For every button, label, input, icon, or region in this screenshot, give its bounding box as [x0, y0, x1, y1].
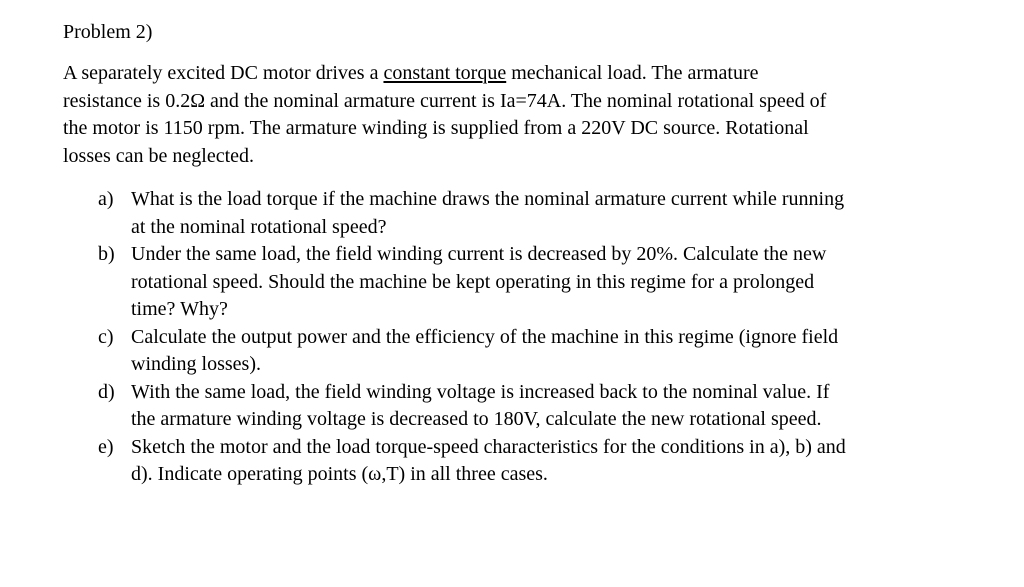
question-line: Under the same load, the field winding current is decreased by 20%. Calculate the new: [131, 243, 827, 265]
question-line: at the nominal rotational speed?: [131, 215, 387, 238]
question-d: [98, 379, 978, 434]
question-line: d). Indicate operating points (ω,T) in all three cases.: [131, 463, 548, 485]
question-line: time? Why?: [131, 298, 228, 320]
question-line: winding losses).: [131, 353, 261, 375]
question-a: [98, 186, 978, 241]
statement-line-1: [63, 60, 963, 88]
statement-line-1-start: A separately excited DC motor drives a: [63, 62, 384, 84]
statement-line-2: resistance is 0.2Ω and the nominal armature current is Ia=74A. The nominal rotational speed of: [63, 89, 827, 112]
question-line: Sketch the motor and the load torque-speed characteristics for the conditions in a), b) and: [131, 435, 846, 458]
question-b: [98, 241, 978, 324]
question-line: Calculate the output power and the efficiency of the machine in this regime (ignore field: [131, 325, 839, 348]
statement-line-4: losses can be neglected.: [63, 144, 255, 167]
question-letter: c): [98, 325, 114, 348]
question-c: [98, 324, 978, 379]
question-letter: e): [98, 435, 114, 458]
question-line: the armature winding voltage is decreased to 180V, calculate the new rotational speed.: [131, 408, 822, 430]
question-letter: d): [98, 380, 115, 403]
question-letter: b): [98, 243, 115, 265]
question-line: What is the load torque if the machine draws the nominal armature current while running: [131, 188, 845, 210]
question-letter: a): [98, 188, 114, 210]
underlined-phrase: constant torque: [383, 62, 507, 84]
question-e: [98, 434, 978, 489]
problem-statement: [63, 60, 963, 170]
problem-title: Problem 2): [63, 21, 153, 43]
statement-line-1-end: mechanical load. The armature: [506, 62, 759, 84]
question-list: [98, 186, 978, 489]
question-line: With the same load, the field winding voltage is increased back to the nominal value. If: [131, 380, 830, 403]
statement-line-3: the motor is 1150 rpm. The armature winding is supplied from a 220V DC source. Rotational: [63, 117, 809, 139]
question-line: rotational speed. Should the machine be kept operating in this regime for a prolonged: [131, 270, 815, 293]
